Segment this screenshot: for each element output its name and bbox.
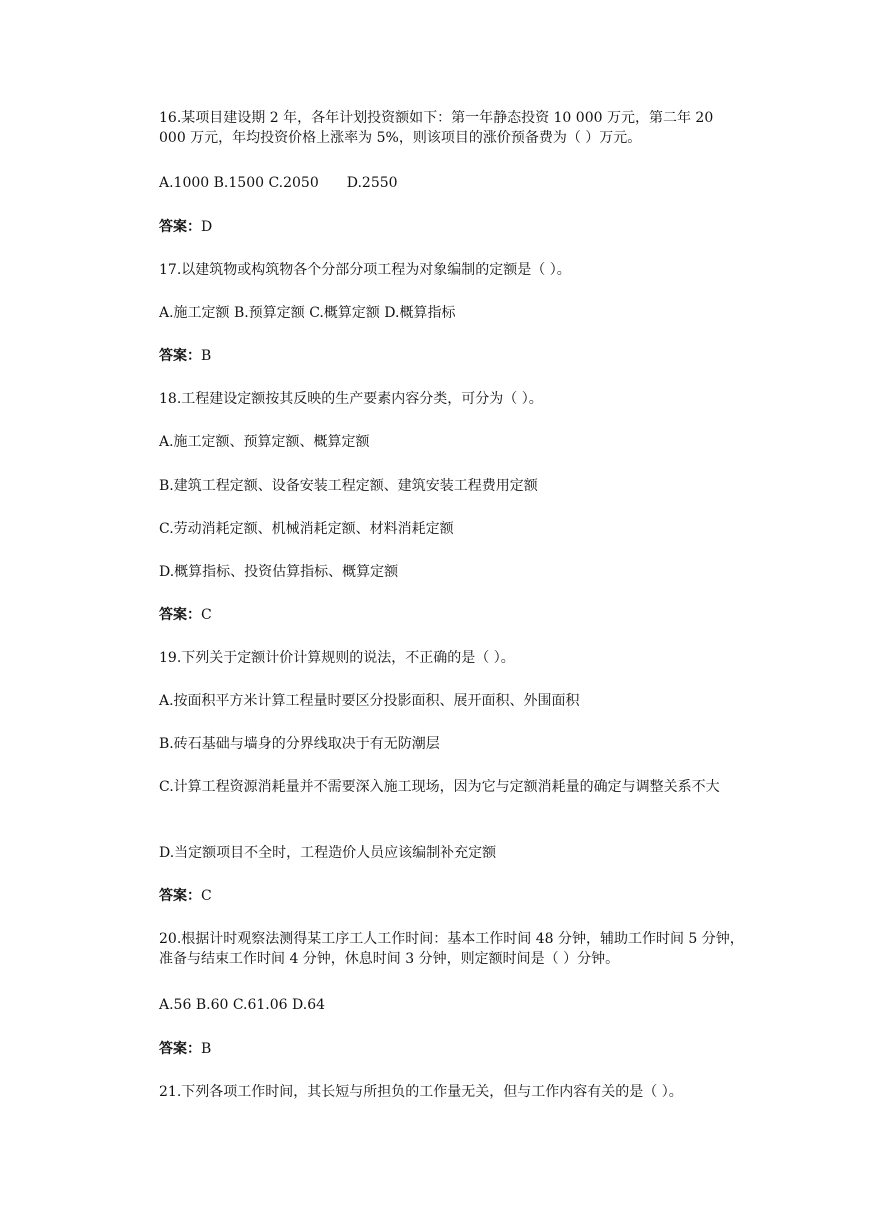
answer-label: 答案： xyxy=(159,219,201,235)
question-19-option-d: D.当定额项目不全时，工程造价人员应该编制补充定额 xyxy=(159,845,497,861)
answer-value: B xyxy=(201,348,212,364)
question-21-stem: 21.下列各项工作时间，其长短与所担负的工作量无关，但与工作内容有关的是（ ）。 xyxy=(159,1084,683,1100)
question-18-option-d: D.概算指标、投资估算指标、概算定额 xyxy=(159,564,399,580)
answer-value: B xyxy=(201,1041,212,1057)
question-19-option-b: B.砖石基础与墙身的分界线取决于有无防潮层 xyxy=(159,736,440,752)
question-20-stem: 20.根据计时观察法测得某工序工人工作时间：基本工作时间 48 分钟，辅助工作时间 5 分钟，准备与结束工作时间 4 分钟，休息时间 3 分钟，则定额时间是（ ）分钟。 xyxy=(159,931,744,967)
question-20-answer xyxy=(159,1039,211,1059)
answer-value: C xyxy=(201,888,212,904)
question-19-answer xyxy=(159,886,212,906)
question-18-option-c: C.劳动消耗定额、机械消耗定额、材料消耗定额 xyxy=(159,521,454,537)
question-18-option-a: A.施工定额、预算定额、概算定额 xyxy=(159,434,370,450)
answer-label: 答案： xyxy=(159,1041,201,1057)
answer-value: D xyxy=(201,219,213,235)
answer-label: 答案： xyxy=(159,888,201,904)
question-19-stem: 19.下列关于定额计价计算规则的说法，不正确的是（ ）。 xyxy=(159,650,515,666)
answer-label: 答案： xyxy=(159,607,201,623)
answer-label: 答案： xyxy=(159,348,201,364)
question-17-options: A.施工定额 B.预算定额 C.概算定额 D.概算指标 xyxy=(159,305,456,321)
question-17-stem: 17.以建筑物或构筑物各个分部分项工程为对象编制的定额是（ ）。 xyxy=(159,262,571,278)
question-16-stem: 16.某项目建设期 2 年，各年计划投资额如下：第一年静态投资 10 000 万元，第二年 20 000 万元，年均投资价格上涨率为 5%，则该项目的涨价预备费为（ ）万元。 xyxy=(159,110,714,146)
question-19-option-a: A.按面积平方米计算工程量时要区分投影面积、展开面积、外围面积 xyxy=(159,693,580,709)
question-16-answer xyxy=(159,217,212,237)
question-18-option-b: B.建筑工程定额、设备安装工程定额、建筑安装工程费用定额 xyxy=(159,478,538,494)
question-18-stem: 18.工程建设定额按其反映的生产要素内容分类，可分为（ ）。 xyxy=(159,391,543,407)
question-18-answer xyxy=(159,605,212,625)
question-16-options: A.1000 B.1500 C.2050 D.2550 xyxy=(159,175,398,191)
question-17-answer xyxy=(159,346,211,366)
answer-value: C xyxy=(201,607,212,623)
question-19-option-c: C.计算工程资源消耗量并不需要深入施工现场，因为它与定额消耗量的确定与调整关系不大 xyxy=(159,779,720,795)
question-20-options: A.56 B.60 C.61.06 D.64 xyxy=(159,997,326,1013)
